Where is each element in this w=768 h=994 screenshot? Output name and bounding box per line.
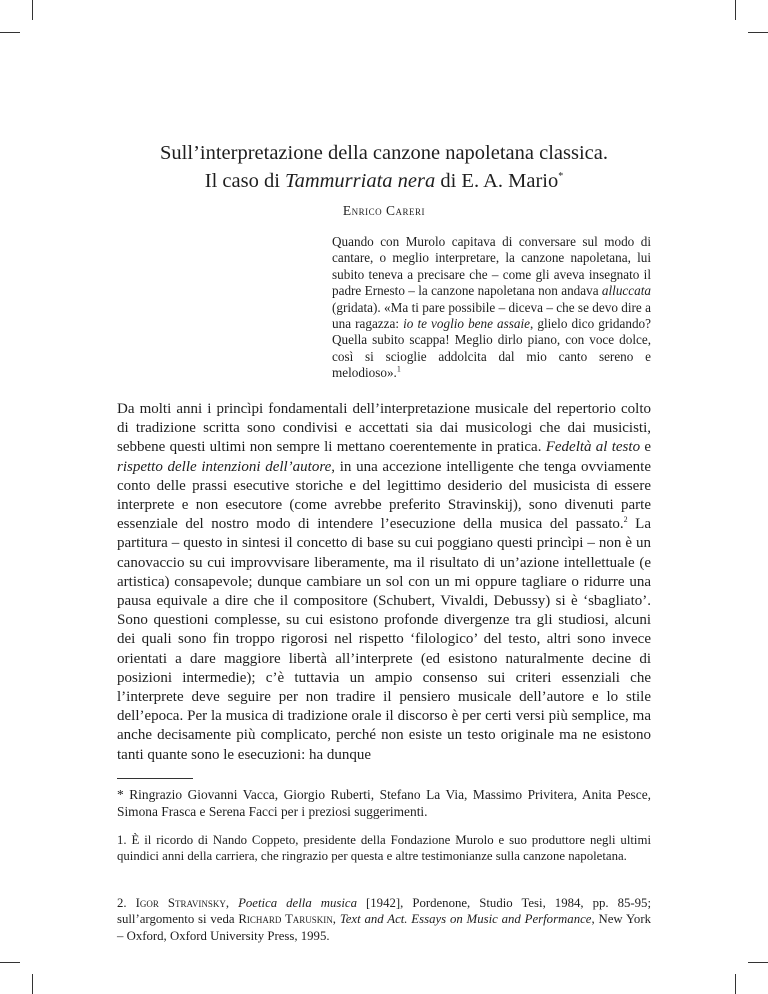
footnote-2: [117, 895, 651, 944]
body-text: , in una accezione intelligente che tenga ovviamente conto delle prassi esecutive storiche e del legittimo desiderio del musicista di essere interprete e non esecutore (come avrebbe preferito Stravinskij), sono divenuti parte essenziale del nostro modo di intendere l’esecuzione della musica del passato.: [117, 458, 651, 533]
title-footnote-mark: *: [558, 171, 564, 182]
body-italic: Fedeltà al testo: [545, 439, 641, 456]
epigraph-text: , glielo dico gridando? Quella subito scappa! Meglio dirlo piano, con voce dolce, così si scioglie addolcita dal mio canto sereno e melodioso».: [332, 316, 651, 381]
footnote-text: [1942], Pordenone, Studio Tesi, 1984, pp. 85-95; sull’argomento si veda: [117, 896, 652, 927]
footnote-ref: 1: [396, 364, 401, 374]
cited-title: Poetica della musica: [238, 896, 357, 910]
body-text: e: [640, 439, 651, 456]
body-paragraph: [117, 400, 651, 765]
cited-title: Text and Act. Essays on Music and Performance: [339, 912, 592, 927]
crop-mark: [735, 0, 736, 20]
title-line-2-post: di E. A. Mario: [435, 169, 559, 192]
footnote-1: 1. È il ricordo di Nando Coppeto, presidente della Fondazione Murolo e suo produttore negli ultimi quindici anni della carriera, che ringrazio per questa e altre testimonianze sulla canzone napoletana.: [117, 833, 651, 864]
crop-mark: [748, 32, 768, 33]
title-line-1: Sull’interpretazione della canzone napoletana classica.: [160, 142, 608, 164]
footnote-text: ,: [225, 896, 239, 910]
epigraph-text: Quando con Murolo capitava di conversare sul modo di cantare, o meglio interpretare, la canzone napoletana, lui subito teneva a precisare che – come gli aveva insegnato il padre Ernesto – la canzone napoletana non andava: [332, 234, 651, 299]
footnote-separator: [117, 778, 193, 779]
body-italic: rispetto delle intenzioni dell’autore: [117, 458, 332, 475]
epigraph: [332, 234, 651, 382]
cited-author: Igor Stravinsky: [135, 896, 226, 910]
crop-mark: [0, 962, 20, 963]
title-song-name: Tammurriata nera: [285, 169, 436, 192]
crop-mark: [748, 962, 768, 963]
crop-mark: [735, 974, 736, 994]
body-text: Da molti anni i princìpi fondamentali dell’interpretazione musicale del repertorio colto di tradizione scritta sono condivisi e accettati sia dai musicologi che dai musicisti, sebbene questi ultimi non sempre li mettano coerentemente in pratica.: [117, 401, 651, 456]
epigraph-text: (gridata). «Ma ti pare possibile – diceva – che se devo dire a una ragazza:: [332, 299, 651, 332]
footnote-star: * Ringrazio Giovanni Vacca, Giorgio Ruberti, Stefano La Via, Massimo Privitera, Anita Pesce, Simona Frasca e Serena Facci per i preziosi suggerimenti.: [117, 787, 651, 819]
footnote-number: 2.: [117, 896, 136, 910]
epigraph-italic: alluccata: [601, 283, 651, 299]
body-text: La partitura – questo in sintesi il concetto di base su cui poggiano questi princìpi – non è un canovaccio su cui improvvisare liberamente, ma il risultato di un’azione intellettuale (e artistica) consapevole; dunque cambiare un sol con un mi oppure tagliare o ridurre una pausa equivale a dire che il compositore (Schubert, Vivaldi, Debussy) si è ‘sbagliato’. Sono questioni complesse, su cui esistono profonde divergenze tra gli studiosi, alcuni dei quali sono fin troppo rigorosi nel rispetto ‘filologico’ del testo, altri sono invece orientati a dare maggiore libertà all’interprete (ed esistono naturalmente decine di posizioni intermedie); c’è tuttavia un ampio consenso sui criteri essenziali che l’interprete deve seguire per non tradire il pensiero musicale dell’autore e lo stile dell’epoca. Per la musica di tradizione orale il discorso è per certi versi più semplice, ma anche decisamente più complicato, perché non esiste un testo originale ma ne esistono tanti quante sono le esecuzioni: ha dunque: [117, 516, 651, 763]
cited-author: Richard Taruskin: [238, 912, 333, 927]
author-name: Enrico Careri: [342, 203, 426, 218]
epigraph-italic: io te voglio bene assaie: [403, 316, 531, 332]
title-line-2-pre: Il caso di: [204, 169, 286, 192]
footnote-ref: 2: [623, 515, 628, 525]
page-title: [100, 142, 668, 193]
crop-mark: [0, 32, 20, 33]
footnote-text: ,: [332, 912, 340, 927]
crop-mark: [32, 974, 33, 994]
footnote-text: , New York – Oxford, Oxford University Press, 1995.: [117, 912, 651, 943]
crop-mark: [32, 0, 33, 20]
